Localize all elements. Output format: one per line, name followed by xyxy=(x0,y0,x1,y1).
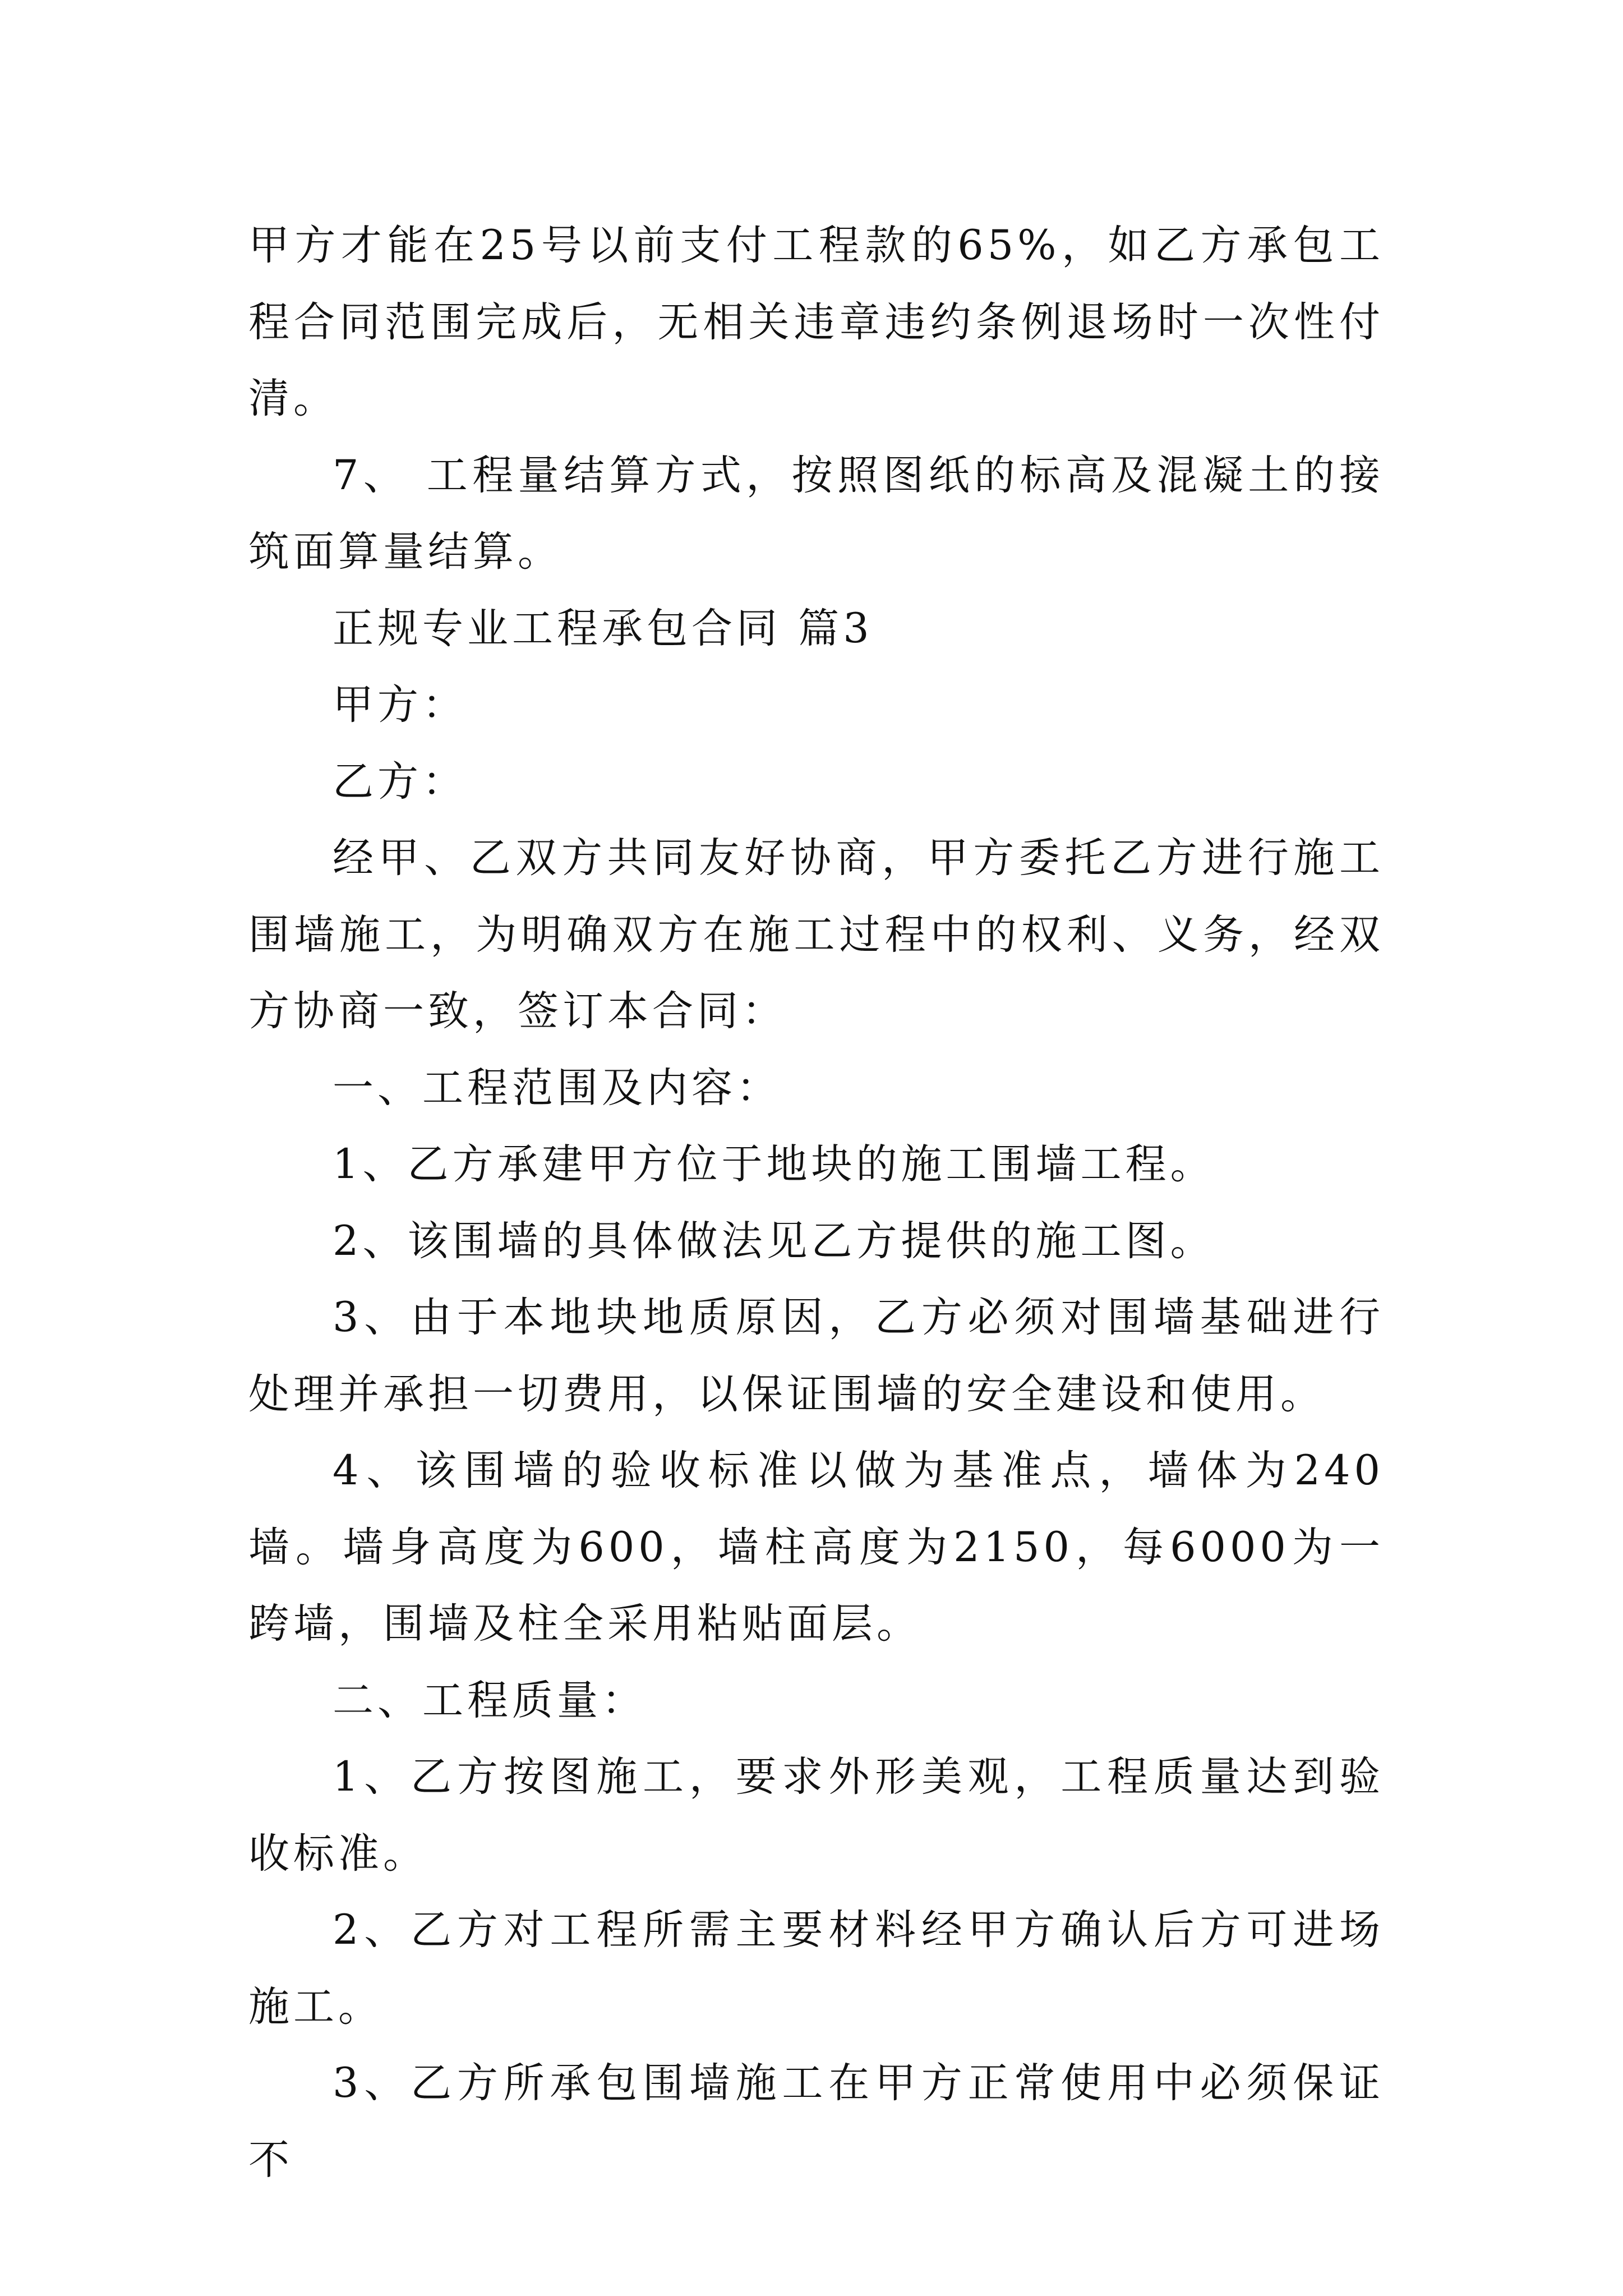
party-b-label: 乙方： xyxy=(333,757,467,806)
scope-item-1: 1、乙方承建甲方位于地块的施工围墙工程。 xyxy=(333,1140,1215,1188)
heading-quality: 二、工程质量： xyxy=(333,1676,647,1724)
scope-item-3: 3、由于本地块地质原因，乙方必须对围墙基础进行处理并承担一切费用，以保证围墙的安全建设和使用。 xyxy=(248,1294,1384,1418)
quality-item-1: 1、乙方按图施工，要求外形美观，工程质量达到验收标准。 xyxy=(248,1753,1384,1878)
quality-item-2: 2、乙方对工程所需主要材料经甲方确认后方可进场施工。 xyxy=(248,1906,1384,2031)
quality-item-3: 3、乙方所承包围墙施工在甲方正常使用中必须保证不 xyxy=(248,2059,1384,2184)
paragraph-payment-terms: 甲方才能在25号以前支付工程款的65%，如乙方承包工程合同范围完成后，无相关违章违约条例退场时一次性付清。 xyxy=(248,222,1384,422)
scope-item-4: 4、该围墙的验收标准以做为基准点，墙体为240墙。墙身高度为600，墙柱高度为2150，每6000为一跨墙，围墙及柱全采用粘贴面层。 xyxy=(248,1447,1384,1648)
paragraph-item-7: 7、 工程量结算方式，按照图纸的标高及混凝土的接筑面算量结算。 xyxy=(248,451,1384,576)
section-title: 正规专业工程承包合同 篇3 xyxy=(333,604,873,652)
paragraph-preamble: 经甲、乙双方共同友好协商，甲方委托乙方进行施工围墙施工，为明确双方在施工过程中的权利、义务，经双方协商一致，签订本合同： xyxy=(248,834,1384,1035)
party-a-label: 甲方： xyxy=(333,681,467,729)
scope-item-2: 2、该围墙的具体做法见乙方提供的施工图。 xyxy=(333,1217,1215,1265)
document-body xyxy=(248,208,1384,2198)
heading-scope: 一、工程范围及内容： xyxy=(333,1064,781,1112)
